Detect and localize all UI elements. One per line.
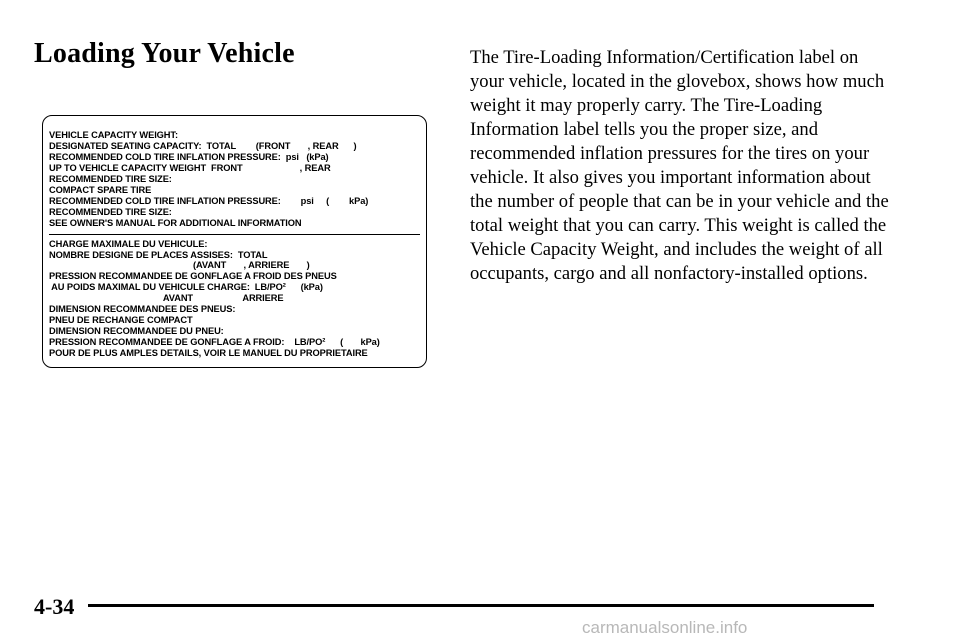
paragraph-line: recommended inflation pressures for the tires on your: [470, 143, 870, 164]
label-line-en: RECOMMENDED TIRE SIZE:: [49, 207, 172, 217]
paragraph-line: vehicle. It also gives you important information about: [470, 167, 871, 188]
label-line-en: RECOMMENDED TIRE SIZE:: [49, 174, 172, 184]
label-line-fr: PRESSION RECOMMANDEE DE GONFLAGE A FROID: LB/PO² ( kPa): [49, 337, 380, 347]
paragraph-line: your vehicle, located in the glovebox, shows how much: [470, 71, 885, 92]
label-divider: [49, 234, 420, 235]
label-line-en: UP TO VEHICLE CAPACITY WEIGHT FRONT , REAR: [49, 163, 331, 173]
body-paragraph: [470, 46, 910, 286]
section-heading: Loading Your Vehicle: [34, 38, 295, 69]
footer-rule: [88, 604, 874, 607]
paragraph-line: weight it may properly carry. The Tire-Loading: [470, 95, 823, 116]
paragraph-line: occupants, cargo and all nonfactory-installed options.: [470, 263, 868, 284]
label-line-fr: POUR DE PLUS AMPLES DETAILS, VOIR LE MANUEL DU PROPRIETAIRE: [49, 348, 368, 358]
label-line-en: DESIGNATED SEATING CAPACITY: TOTAL (FRONT , REAR ): [49, 141, 357, 151]
label-line-en: SEE OWNER'S MANUAL FOR ADDITIONAL INFORMATION: [49, 218, 302, 228]
label-line-en: RECOMMENDED COLD TIRE INFLATION PRESSURE: psi (kPa): [49, 152, 329, 162]
label-line-fr: CHARGE MAXIMALE DU VEHICULE:: [49, 239, 208, 249]
label-line-en: COMPACT SPARE TIRE: [49, 185, 152, 195]
label-line-en: RECOMMENDED COLD TIRE INFLATION PRESSURE: psi ( kPa): [49, 196, 369, 206]
paragraph-line: Vehicle Capacity Weight, and includes the weight of all: [470, 239, 883, 260]
label-line-fr: DIMENSION RECOMMANDEE DU PNEU:: [49, 326, 224, 336]
paragraph-line: Information label tells you the proper size, and: [470, 119, 819, 140]
label-line-fr: (AVANT , ARRIERE ): [49, 260, 310, 270]
page-number: 4-34: [34, 594, 75, 619]
label-line-fr: PRESSION RECOMMANDEE DE GONFLAGE A FROID DES PNEUS: [49, 271, 337, 281]
watermark: carmanualsonline.info: [582, 618, 748, 637]
label-line-fr: DIMENSION RECOMMANDEE DES PNEUS:: [49, 304, 236, 314]
label-line-fr: AU POIDS MAXIMAL DU VEHICULE CHARGE: LB/PO² (kPa): [49, 282, 323, 292]
label-line-fr: AVANT ARRIERE: [49, 293, 284, 303]
label-line-fr: PNEU DE RECHANGE COMPACT: [49, 315, 193, 325]
paragraph-line: The Tire-Loading Information/Certification label on: [470, 47, 859, 68]
paragraph-line: total weight that you can carry. This weight is called the: [470, 215, 887, 236]
label-line-en: VEHICLE CAPACITY WEIGHT:: [49, 130, 178, 140]
paragraph-line: the number of people that can be in your vehicle and the: [470, 191, 889, 212]
tire-loading-label: [42, 115, 427, 368]
label-line-fr: NOMBRE DESIGNE DE PLACES ASSISES: TOTAL: [49, 250, 268, 260]
